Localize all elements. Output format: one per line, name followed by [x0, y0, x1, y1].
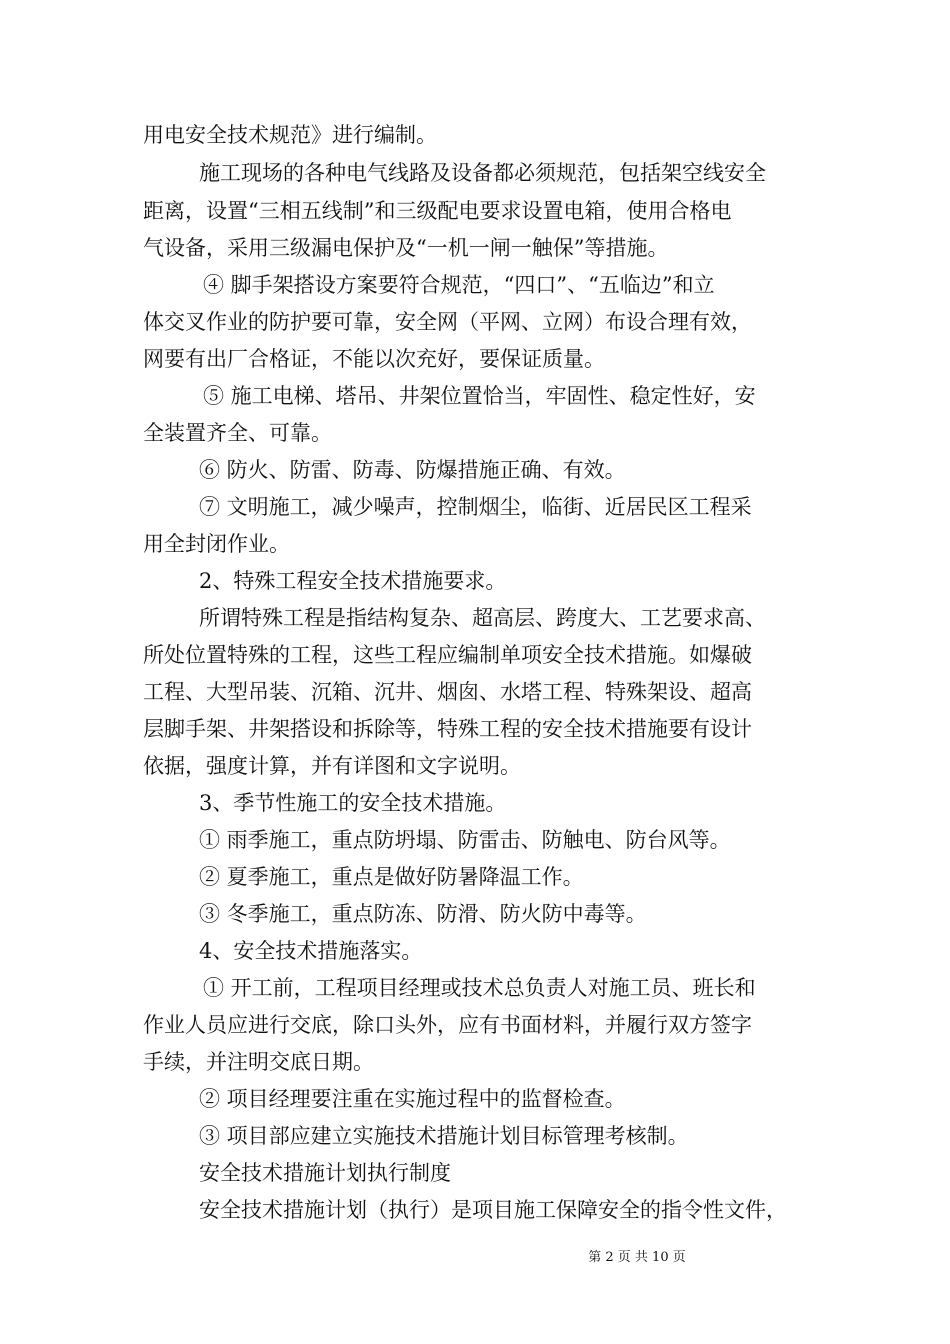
text-line: ③ 冬季施工，重点防冻、防滑、防火防中毒等。 [199, 902, 647, 926]
text-line: 网要有出厂合格证，不能以次充好，要保证质量。 [143, 347, 605, 371]
text-line: 依据，强度计算，并有详图和文字说明。 [143, 754, 521, 778]
text-line: 4、安全技术措施落实。 [199, 939, 423, 963]
text-line: 全装置齐全、可靠。 [143, 421, 332, 445]
text-line: ① 雨季施工，重点防坍塌、防雷击、防触电、防台风等。 [199, 828, 731, 852]
text-line: 体交叉作业的防护要可靠，安全网（平网、立网）布设合理有效， [143, 310, 752, 334]
text-line: ④ 脚手架搭设方案要符合规范，“四口”、“五临边”和立 [203, 273, 715, 297]
text-line: 3、季节性施工的安全技术措施。 [199, 791, 507, 815]
text-line: ① 开工前，工程项目经理或技术总负责人对施工员、班长和 [203, 976, 756, 1000]
text-line: 用全封闭作业。 [143, 532, 290, 556]
text-line: 施工现场的各种电气线路及设备都必须规范，包括架空线安全 [199, 161, 766, 185]
text-line: ② 项目经理要注重在实施过程中的监督检查。 [199, 1087, 626, 1111]
text-line: ③ 项目部应建立实施技术措施计划目标管理考核制。 [199, 1124, 689, 1148]
text-line: 所处位置特殊的工程，这些工程应编制单项安全技术措施。如爆破 [143, 643, 752, 667]
text-line: 层脚手架、井架搭设和拆除等，特殊工程的安全技术措施要有设计 [143, 717, 752, 741]
text-line: ⑥ 防火、防雷、防毒、防爆措施正确、有效。 [199, 458, 626, 482]
text-line: 气设备，采用三级漏电保护及“一机一闸一触保”等措施。 [143, 236, 669, 260]
text-line: 工程、大型吊装、沉箱、沉井、烟囱、水塔工程、特殊架设、超高 [143, 680, 752, 704]
text-line: 所谓特殊工程是指结构复杂、超高层、跨度大、工艺要求高、 [199, 606, 766, 630]
text-line: 2、特殊工程安全技术措施要求。 [199, 569, 507, 593]
text-line: 安全技术措施计划执行制度 [199, 1161, 451, 1185]
text-line: ② 夏季施工，重点是做好防暑降温工作。 [199, 865, 584, 889]
text-line: 距离，设置“三相五线制”和三级配电要求设置电箱，使用合格电 [143, 199, 732, 223]
text-line: 作业人员应进行交底，除口头外，应有书面材料，并履行双方签字 [143, 1013, 752, 1037]
text-line: ⑤ 施工电梯、塔吊、井架位置恰当，牢固性、稳定性好，安 [203, 384, 756, 408]
text-line: 安全技术措施计划（执行）是项目施工保障安全的指令性文件， [199, 1198, 787, 1222]
text-line: ⑦ 文明施工，减少噪声，控制烟尘，临街、近居民区工程采 [199, 495, 752, 519]
page-number-footer: 第 2 页 共 10 页 [588, 1250, 686, 1265]
text-line: 用电安全技术规范》进行编制。 [143, 123, 437, 147]
text-line: 手续，并注明交底日期。 [143, 1050, 374, 1074]
